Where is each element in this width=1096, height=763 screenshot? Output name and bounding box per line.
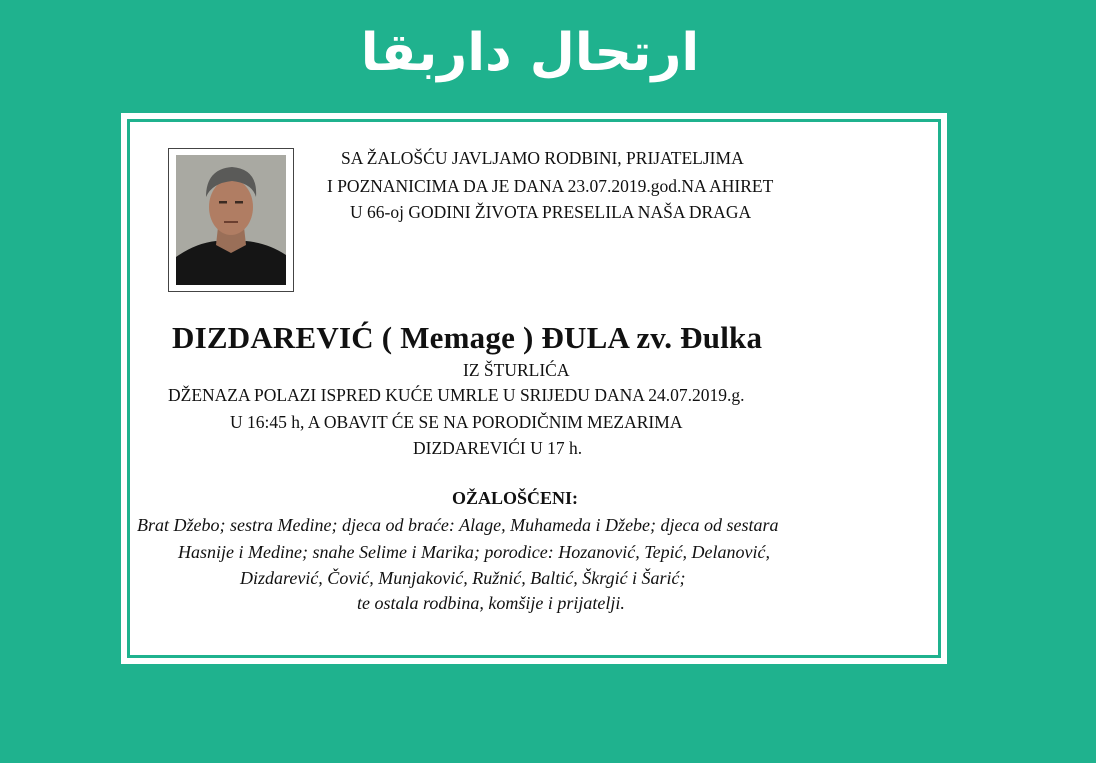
funeral-line-3: DIZDAREVIĆI U 17 h.: [413, 438, 583, 458]
intro-line-2: I POZNANICIMA DA JE DANA 23.07.2019.god.NA AHIRET: [327, 176, 774, 196]
mourners-line-4: te ostala rodbina, komšije i prijatelji.: [357, 593, 625, 613]
intro-line-3: U 66-oj GODINI ŽIVOTA PRESELILA NAŠA DRAGA: [350, 202, 752, 222]
portrait-image: [176, 155, 286, 285]
funeral-line-2: U 16:45 h, A OBAVIT ĆE SE NA PORODIČNIM MEZARIMA: [230, 412, 683, 432]
calligraphy-text: ارتحال داربقا: [360, 23, 700, 83]
mourners-line-3: Dizdarević, Čović, Munjaković, Ružnić, Baltić, Škrgić i Šarić;: [240, 568, 686, 588]
mourners-title: OŽALOŠĆENI:: [452, 488, 579, 508]
deceased-origin: IZ ŠTURLIĆA: [463, 360, 570, 380]
mourners-line-1: Brat Džebo; sestra Medine; djeca od braće: Alage, Muhameda i Džebe; djeca od sestara: [137, 515, 779, 535]
intro-line-1: SA ŽALOŠĆU JAVLJAMO RODBINI, PRIJATELJIMA: [341, 148, 744, 168]
deceased-photo: [168, 148, 294, 292]
calligraphy-graphic: [360, 8, 700, 103]
deceased-name: DIZDAREVIĆ ( Memage ) ĐULA zv. Đulka: [172, 320, 763, 355]
funeral-line-1: DŽENAZA POLAZI ISPRED KUĆE UMRLE U SRIJEDU DANA 24.07.2019.g.: [168, 385, 745, 405]
arabic-calligraphy-header: [360, 8, 700, 103]
mourners-line-2: Hasnije i Medine; snahe Selime i Marika; porodice: Hozanović, Tepić, Delanović,: [178, 542, 771, 562]
